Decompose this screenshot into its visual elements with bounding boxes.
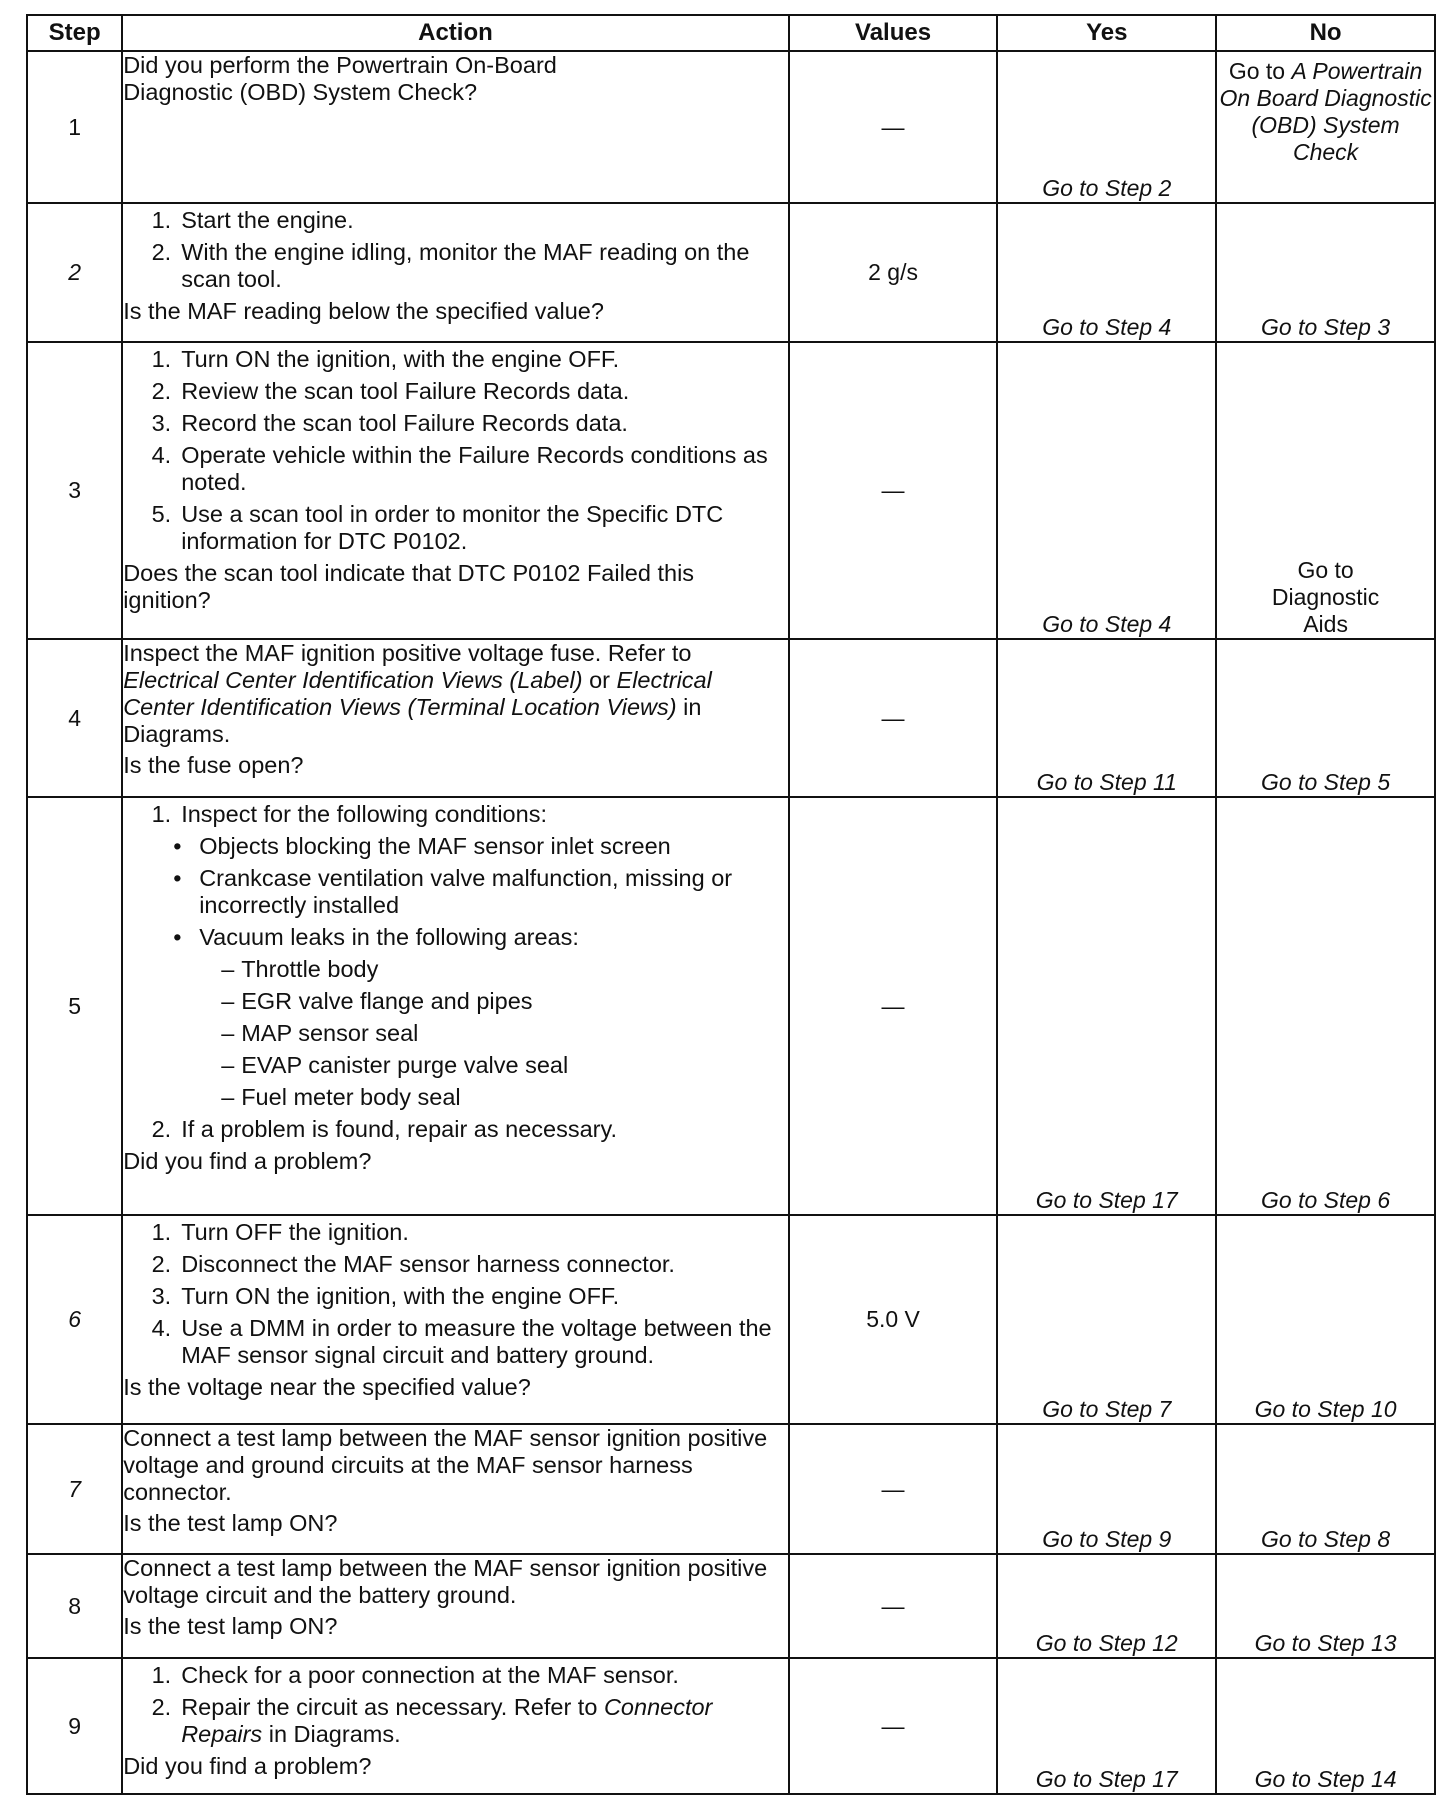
dash-icon: – bbox=[221, 1084, 235, 1110]
action-cell bbox=[122, 1658, 789, 1794]
step-number: 3 bbox=[27, 342, 122, 639]
yes-cell: Go to Step 4 bbox=[997, 203, 1216, 342]
header-no: No bbox=[1216, 15, 1435, 51]
text-run: in Diagrams. bbox=[262, 1721, 401, 1747]
action-question: Is the voltage near the specified value? bbox=[123, 1374, 531, 1400]
header-step: Step bbox=[27, 15, 122, 51]
value-cell: — bbox=[789, 639, 998, 797]
action-question: Is the test lamp ON? bbox=[123, 1510, 338, 1536]
dash-icon: – bbox=[221, 956, 235, 982]
yes-cell: Go to Step 4 bbox=[997, 342, 1216, 639]
action-text: Connect a test lamp between the MAF sensor ignition positive voltage and ground circuits at the MAF sensor harness connector. bbox=[123, 1425, 768, 1505]
yes-cell: Go to Step 11 bbox=[997, 639, 1216, 797]
step-number: 1 bbox=[27, 51, 122, 203]
step-number: 8 bbox=[27, 1554, 122, 1658]
item-number: 1. bbox=[151, 1219, 172, 1245]
value-cell: — bbox=[789, 342, 998, 639]
dash-icon: – bbox=[221, 1052, 235, 1078]
table-row bbox=[27, 1658, 1435, 1794]
item-number: 4. bbox=[151, 442, 172, 468]
item-text: With the engine idling, monitor the MAF reading on the scan tool. bbox=[181, 239, 750, 292]
no-cell: Go to Step 8 bbox=[1216, 1424, 1435, 1554]
action-cell bbox=[122, 639, 789, 797]
item-text: Disconnect the MAF sensor harness connector. bbox=[181, 1251, 675, 1277]
item-text: If a problem is found, repair as necessary. bbox=[181, 1116, 618, 1142]
item-number: 2. bbox=[151, 1251, 172, 1277]
item-number: 3. bbox=[151, 1283, 172, 1309]
step-number: 5 bbox=[27, 797, 122, 1215]
item-number: 4. bbox=[151, 1315, 172, 1341]
action-cell bbox=[122, 51, 789, 203]
yes-cell: Go to Step 17 bbox=[997, 797, 1216, 1215]
table-row bbox=[27, 1215, 1435, 1424]
dash-text: MAP sensor seal bbox=[241, 1020, 419, 1046]
no-cell: Go to Step 10 bbox=[1216, 1215, 1435, 1424]
no-cell: Go to Diagnostic Aids bbox=[1216, 342, 1435, 639]
table-row bbox=[27, 51, 1435, 203]
yes-cell: Go to Step 2 bbox=[997, 51, 1216, 203]
reference-text: Electrical Center Identification Views (Label) bbox=[123, 667, 583, 693]
action-text: Diagnostic (OBD) System Check? bbox=[123, 79, 478, 105]
no-cell: Go to Step 13 bbox=[1216, 1554, 1435, 1658]
item-text: Turn ON the ignition, with the engine OFF. bbox=[181, 1283, 620, 1309]
item-number: 1. bbox=[151, 346, 172, 372]
yes-cell: Go to Step 9 bbox=[997, 1424, 1216, 1554]
text-run: Inspect the MAF ignition positive voltage fuse. Refer to bbox=[123, 640, 692, 666]
action-question: Did you find a problem? bbox=[123, 1753, 372, 1779]
reference-text: Connector Repairs bbox=[181, 1694, 713, 1747]
table-row bbox=[27, 639, 1435, 797]
step-number: 2 bbox=[27, 203, 122, 342]
action-text: Connect a test lamp between the MAF sensor ignition positive voltage circuit and the battery ground. bbox=[123, 1555, 768, 1608]
no-cell: Go to Step 5 bbox=[1216, 639, 1435, 797]
item-text: Record the scan tool Failure Records data. bbox=[181, 410, 628, 436]
table-row bbox=[27, 1424, 1435, 1554]
action-cell bbox=[122, 203, 789, 342]
bullet-text: Vacuum leaks in the following areas: bbox=[199, 924, 579, 950]
action-cell bbox=[122, 1215, 789, 1424]
step-number: 7 bbox=[27, 1424, 122, 1554]
diagnostic-table bbox=[26, 14, 1436, 1795]
header-yes: Yes bbox=[997, 15, 1216, 51]
value-cell: 2 g/s bbox=[789, 203, 998, 342]
action-cell bbox=[122, 1554, 789, 1658]
dash-text: EGR valve flange and pipes bbox=[241, 988, 533, 1014]
yes-cell: Go to Step 7 bbox=[997, 1215, 1216, 1424]
dash-icon: – bbox=[221, 1020, 235, 1046]
action-question: Does the scan tool indicate that DTC P0102 Failed this ignition? bbox=[123, 560, 695, 613]
dash-text: Fuel meter body seal bbox=[241, 1084, 461, 1110]
dash-icon: – bbox=[221, 988, 235, 1014]
no-cell: Go to Step 6 bbox=[1216, 797, 1435, 1215]
bullet-icon: • bbox=[173, 833, 182, 859]
dash-text: EVAP canister purge valve seal bbox=[241, 1052, 569, 1078]
action-question: Is the test lamp ON? bbox=[123, 1613, 338, 1639]
action-cell bbox=[122, 1424, 789, 1554]
bullet-text: Objects blocking the MAF sensor inlet screen bbox=[199, 833, 671, 859]
no-cell bbox=[1216, 51, 1435, 203]
item-text: Start the engine. bbox=[181, 207, 354, 233]
item-text: Check for a poor connection at the MAF sensor. bbox=[181, 1662, 679, 1688]
table-row bbox=[27, 342, 1435, 639]
no-cell: Go to Step 14 bbox=[1216, 1658, 1435, 1794]
no-link: A Powertrain On Board Diagnostic (OBD) System Check bbox=[1219, 58, 1432, 165]
value-cell: — bbox=[789, 1424, 998, 1554]
bullet-text: Crankcase ventilation valve malfunction, missing or incorrectly installed bbox=[199, 865, 733, 918]
action-text: Did you perform the Powertrain On-Board bbox=[123, 52, 557, 78]
item-text: Review the scan tool Failure Records data. bbox=[181, 378, 630, 404]
step-number: 4 bbox=[27, 639, 122, 797]
value-cell: 5.0 V bbox=[789, 1215, 998, 1424]
item-text bbox=[181, 1694, 788, 1748]
yes-cell: Go to Step 12 bbox=[997, 1554, 1216, 1658]
step-number: 9 bbox=[27, 1658, 122, 1794]
item-text: Turn OFF the ignition. bbox=[181, 1219, 409, 1245]
item-number: 3. bbox=[151, 410, 172, 436]
header-row bbox=[27, 15, 1435, 51]
item-number: 2. bbox=[151, 239, 172, 265]
action-text bbox=[123, 640, 788, 748]
value-cell: — bbox=[789, 797, 998, 1215]
bullet-icon: • bbox=[173, 865, 182, 891]
action-cell bbox=[122, 797, 789, 1215]
item-text: Use a scan tool in order to monitor the Specific DTC information for DTC P0102. bbox=[181, 501, 724, 554]
item-number: 1. bbox=[151, 1662, 172, 1688]
item-number: 2. bbox=[151, 378, 172, 404]
value-cell: — bbox=[789, 1554, 998, 1658]
value-cell: — bbox=[789, 51, 998, 203]
text-run: or bbox=[582, 667, 617, 693]
item-number: 2. bbox=[151, 1694, 172, 1720]
table-row bbox=[27, 203, 1435, 342]
reference-text: Electrical Center Identification Views (Terminal Location Views) bbox=[123, 667, 712, 720]
item-text: Operate vehicle within the Failure Records conditions as noted. bbox=[181, 442, 768, 495]
action-question: Is the fuse open? bbox=[123, 752, 304, 778]
step-number: 6 bbox=[27, 1215, 122, 1424]
header-values: Values bbox=[789, 15, 998, 51]
value-cell: — bbox=[789, 1658, 998, 1794]
text-run: in Diagrams. bbox=[123, 694, 702, 747]
table-row bbox=[27, 1554, 1435, 1658]
yes-cell: Go to Step 17 bbox=[997, 1658, 1216, 1794]
header-action: Action bbox=[122, 15, 789, 51]
table-row bbox=[27, 797, 1435, 1215]
dash-text: Throttle body bbox=[241, 956, 379, 982]
action-cell bbox=[122, 342, 789, 639]
item-number: 2. bbox=[151, 1116, 172, 1142]
item-number: 1. bbox=[151, 207, 172, 233]
item-text: Use a DMM in order to measure the voltage between the MAF sensor signal circuit and battery ground. bbox=[181, 1315, 772, 1368]
item-text: Turn ON the ignition, with the engine OFF. bbox=[181, 346, 620, 372]
item-text: Inspect for the following conditions: bbox=[181, 801, 547, 827]
item-number: 1. bbox=[151, 801, 172, 827]
no-cell: Go to Step 3 bbox=[1216, 203, 1435, 342]
action-question: Did you find a problem? bbox=[123, 1148, 372, 1174]
no-prefix: Go to bbox=[1228, 58, 1286, 84]
action-question: Is the MAF reading below the specified value? bbox=[123, 298, 604, 324]
item-number: 5. bbox=[151, 501, 172, 527]
text-run: Repair the circuit as necessary. Refer to bbox=[181, 1694, 604, 1720]
bullet-icon: • bbox=[173, 924, 182, 950]
